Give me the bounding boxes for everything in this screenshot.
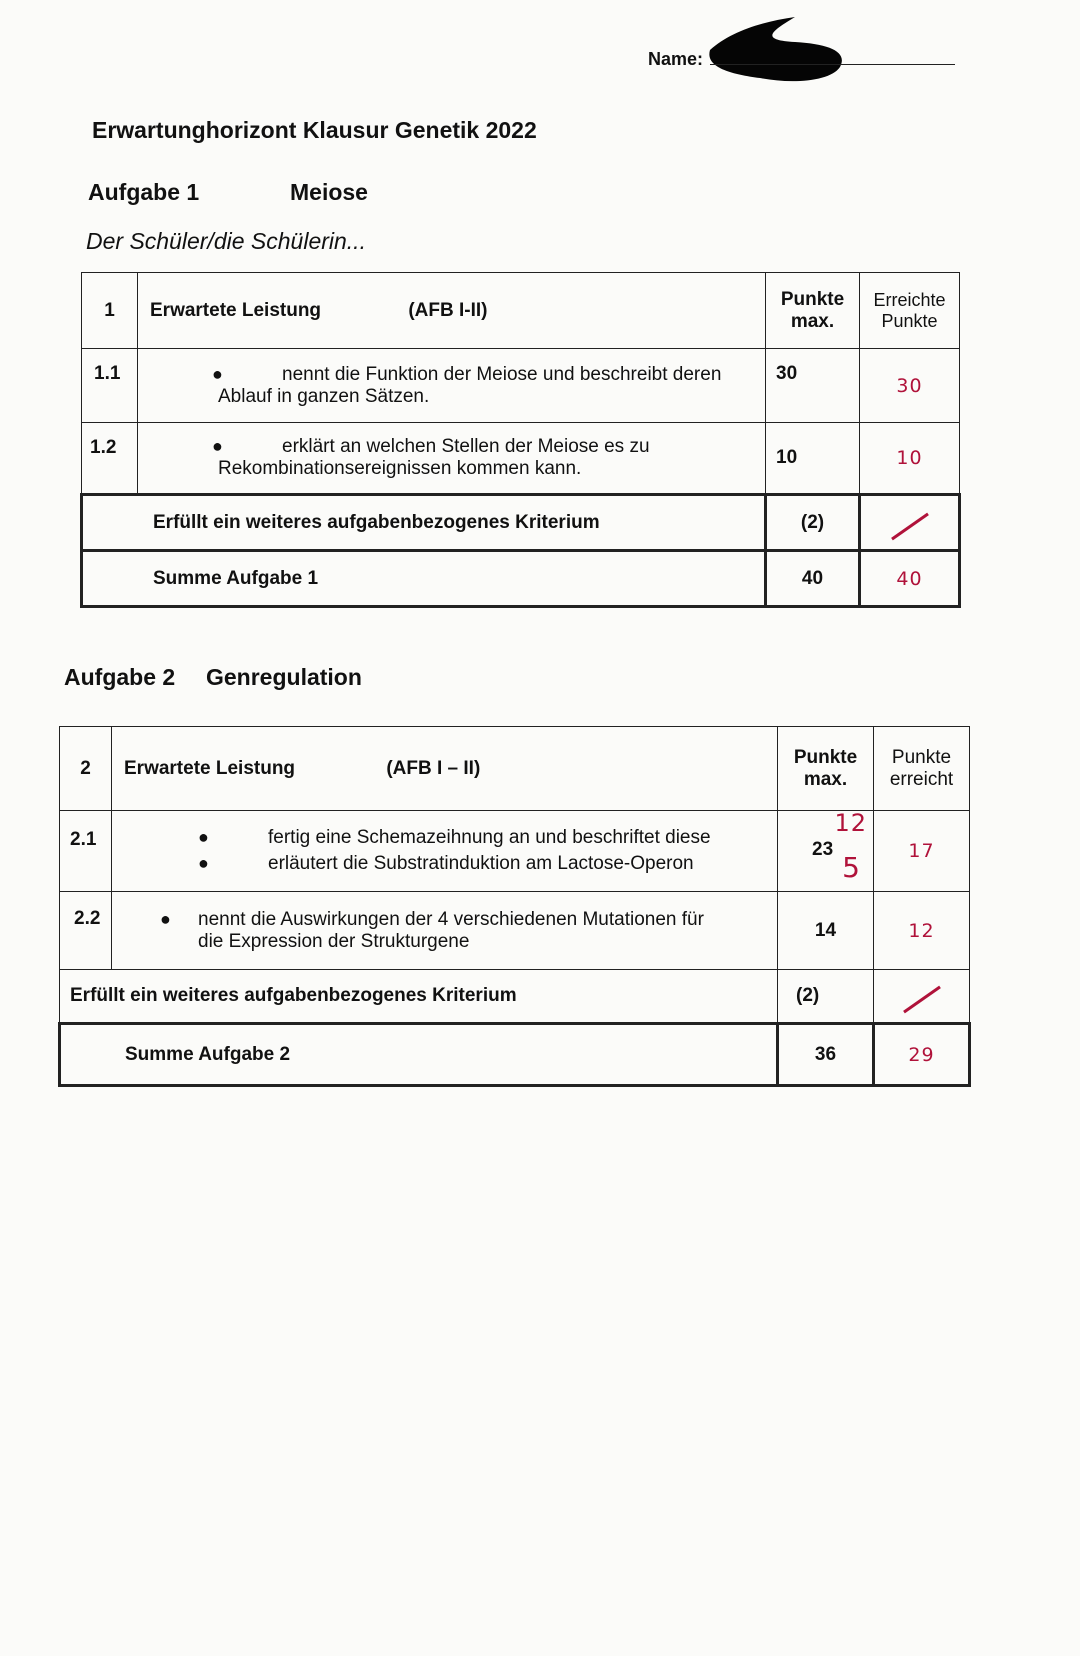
bullet-icon: ● bbox=[160, 908, 171, 929]
task1-col-max-line2: max. bbox=[790, 310, 835, 332]
bullet-icon: ● bbox=[212, 363, 223, 384]
task1-row-1-line2: Ablauf in ganzen Sätzen. bbox=[218, 385, 430, 407]
task2-label: Aufgabe 2 bbox=[64, 664, 176, 690]
task2-row-2-line2: die Expression der Strukturgene bbox=[198, 930, 470, 952]
task2-row-1-note-top: 12 bbox=[834, 810, 867, 837]
task1-nr: 1 bbox=[82, 273, 138, 349]
task1-sum-row bbox=[82, 551, 960, 607]
task2-row-1-bullet1: fertig eine Schemazeihnung an und beschriftet diese bbox=[268, 827, 711, 848]
task2-col-max-line1: Punkte bbox=[793, 746, 858, 768]
task2-col-got-line1: Punkte bbox=[891, 746, 952, 768]
task2-sum-max: 36 bbox=[778, 1024, 874, 1086]
task1-sum-label: Summe Aufgabe 1 bbox=[82, 551, 766, 607]
task1-row-1-text bbox=[138, 349, 766, 423]
task2-col-got bbox=[874, 727, 970, 811]
name-label: Name: bbox=[648, 49, 704, 69]
task2-col-max bbox=[778, 727, 874, 811]
task1-extra-max: (2) bbox=[766, 495, 860, 551]
task1-row-1-max: 30 bbox=[766, 349, 860, 423]
red-slash-mark bbox=[903, 986, 941, 1014]
task2-extra-row bbox=[60, 970, 970, 1024]
red-slash-mark bbox=[891, 512, 929, 540]
document-title: Erwartunghorizont Klausur Genetik 2022 bbox=[92, 117, 537, 143]
task2-row-1-note-bottom: 5 bbox=[842, 851, 861, 884]
task1-col-got-line1: Erreichte bbox=[873, 289, 946, 310]
task1-row-2-line1: erklärt an welchen Stellen der Meiose es zu bbox=[282, 436, 650, 457]
task2-extra-label: Erfüllt ein weiteres aufgabenbezogenes Kriterium bbox=[60, 970, 778, 1024]
task2-row-1-got: 17 bbox=[874, 811, 970, 892]
task2-sum-got: 29 bbox=[874, 1024, 970, 1086]
task1-row-2-nr: 1.2 bbox=[82, 423, 138, 495]
task1-col-afb: (AFB I-II) bbox=[408, 299, 488, 321]
task2-topic: Genregulation bbox=[206, 664, 362, 690]
task1-col-max bbox=[766, 273, 860, 349]
task1-extra-label: Erfüllt ein weiteres aufgabenbezogenes Kriterium bbox=[82, 495, 766, 551]
task1-topic: Meiose bbox=[290, 179, 368, 205]
task1-row-2-text bbox=[138, 423, 766, 495]
task1-sum-got: 40 bbox=[860, 551, 960, 607]
task2-row-2-max: 14 bbox=[778, 892, 874, 970]
bullet-icon: ● bbox=[212, 436, 223, 456]
task2-row-1-max-cell bbox=[778, 811, 874, 892]
task2-sum-row bbox=[60, 1024, 970, 1086]
task1-row-1-nr: 1.1 bbox=[82, 349, 138, 423]
task1-label: Aufgabe 1 bbox=[88, 179, 200, 205]
task2-row-1-bullet2: erläutert die Substratinduktion am Lactose-Operon bbox=[268, 853, 694, 874]
task2-col-leistung: Erwartete Leistung bbox=[124, 757, 296, 779]
task1-row-1 bbox=[82, 349, 960, 423]
task2-sum-label: Summe Aufgabe 2 bbox=[60, 1024, 778, 1086]
task1-row-1-got: 30 bbox=[860, 349, 960, 423]
task2-row-2 bbox=[60, 892, 970, 970]
task1-row-2-max: 10 bbox=[766, 423, 860, 495]
name-redaction bbox=[700, 12, 850, 87]
task2-col-max-line2: max. bbox=[803, 768, 848, 790]
bullet-icon: ● bbox=[198, 827, 209, 847]
task2-header-leistung bbox=[112, 727, 778, 811]
task2-row-2-got: 12 bbox=[874, 892, 970, 970]
name-line bbox=[710, 64, 955, 65]
task2-row-2-nr: 2.2 bbox=[60, 892, 112, 970]
task2-row-2-text bbox=[112, 892, 778, 970]
bullet-icon: ● bbox=[198, 853, 209, 873]
task1-sum-max: 40 bbox=[766, 551, 860, 607]
task2-nr: 2 bbox=[60, 727, 112, 811]
task1-col-got bbox=[860, 273, 960, 349]
task1-row-2-line2: Rekombinationsereignissen kommen kann. bbox=[218, 458, 582, 479]
task2-row-1 bbox=[60, 811, 970, 892]
task1-col-max-line1: Punkte bbox=[780, 288, 845, 310]
task1-intro: Der Schüler/die Schülerin... bbox=[86, 228, 366, 254]
task1-header-leistung bbox=[138, 273, 766, 349]
task1-col-leistung: Erwartete Leistung bbox=[150, 299, 322, 321]
task2-table bbox=[58, 726, 971, 1087]
task1-extra-row bbox=[82, 495, 960, 551]
task2-row-1-nr: 2.1 bbox=[60, 811, 112, 892]
task2-row-2-line1: nennt die Auswirkungen der 4 verschiedenen Mutationen für bbox=[198, 908, 704, 930]
task1-extra-got bbox=[860, 495, 960, 551]
task1-row-2-got: 10 bbox=[860, 423, 960, 495]
task2-header-row bbox=[60, 727, 970, 811]
task1-header-row bbox=[82, 273, 960, 349]
task1-col-got-line2: Punkte bbox=[881, 310, 938, 331]
task2-col-afb: (AFB I – II) bbox=[386, 757, 481, 779]
task2-extra-got bbox=[874, 970, 970, 1024]
task1-row-1-line1: nennt die Funktion der Meiose und beschreibt deren bbox=[282, 363, 722, 385]
task2-row-1-text bbox=[112, 811, 778, 892]
task2-row-1-max: 23 bbox=[812, 839, 834, 860]
task1-table bbox=[80, 272, 961, 608]
task2-col-got-line2: erreicht bbox=[889, 768, 954, 790]
task1-row-2 bbox=[82, 423, 960, 495]
task2-extra-max: (2) bbox=[778, 970, 874, 1024]
